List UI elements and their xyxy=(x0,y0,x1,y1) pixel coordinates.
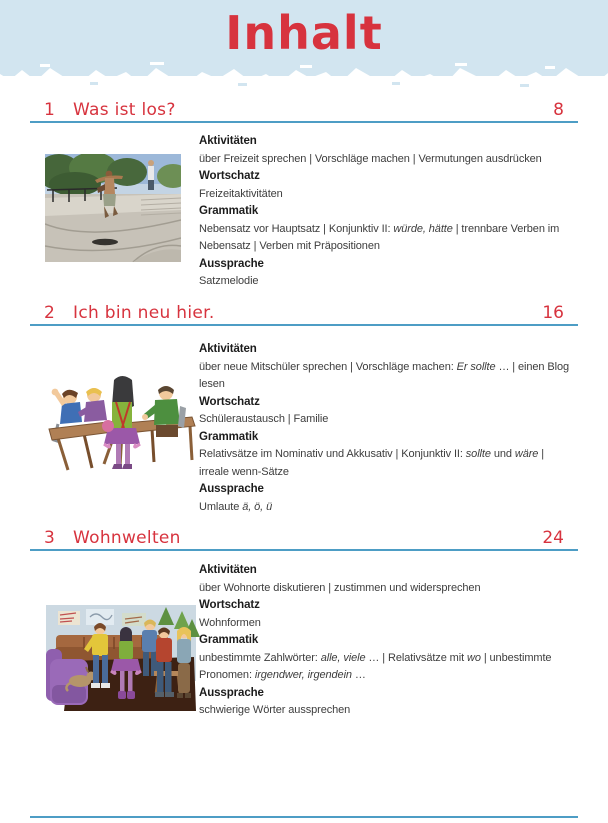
detail-text: Umlaute ä, ö, ü xyxy=(199,500,273,513)
detail-text: Schüleraustausch | Familie xyxy=(199,413,329,425)
detail-text: unbestimmte Zahlwörter: alle, viele … | Relativsätze mit wo | unbestimmte Pronomen: irgendwer, irgendein … xyxy=(199,651,552,681)
section1-page-number[interactable]: 8 xyxy=(553,100,564,120)
section1-details xyxy=(199,133,575,291)
section3-page-number[interactable]: 24 xyxy=(542,528,564,548)
detail-text: über Wohnorte diskutieren | zustimmen und widersprechen xyxy=(199,581,481,594)
skateboard-shadow xyxy=(92,239,118,245)
section3-details xyxy=(199,562,575,720)
detail-label: Aktivitäten xyxy=(199,564,257,576)
section2-title[interactable]: Ich bin neu hier. xyxy=(73,303,215,323)
detail-label: Grammatik xyxy=(199,634,259,646)
section1-number: 1 xyxy=(44,100,55,120)
detail-label: Aussprache xyxy=(199,483,264,495)
detail-label: Aktivitäten xyxy=(199,135,257,147)
student-boy-blonde xyxy=(78,388,107,422)
section1-rule xyxy=(30,121,578,123)
detail-label: Grammatik xyxy=(199,430,259,443)
section2-page-number[interactable]: 16 xyxy=(542,303,564,323)
detail-label: Wortschatz xyxy=(199,599,260,611)
section2-details xyxy=(199,341,575,516)
section2-number: 2 xyxy=(44,303,55,323)
section3-title[interactable]: Wohnwelten xyxy=(73,528,181,548)
detail-label: Wortschatz xyxy=(199,170,260,182)
detail-text: Relativsätze im Nominativ und Akkusativ | Konjunktiv II: sollte und wäre | irreale wenn-Sätze xyxy=(199,448,545,478)
girl-blonde xyxy=(177,627,191,698)
detail-label: Grammatik xyxy=(199,205,259,217)
page-title: Inhalt xyxy=(225,6,383,60)
detail-label: Aussprache xyxy=(199,257,264,270)
detail-text: über neue Mitschüler sprechen | Vorschläge machen: Er sollte … | einen Blog lesen xyxy=(199,360,569,390)
section2-rule xyxy=(30,324,578,326)
classroom-illustration xyxy=(44,362,198,480)
detail-label: Aussprache xyxy=(199,686,264,699)
background-person xyxy=(148,160,154,190)
detail-text: schwierige Wörter aussprechen xyxy=(199,704,351,716)
skatepark-photo xyxy=(45,154,181,262)
detail-text: Freizeitaktivitäten xyxy=(199,187,283,200)
footer-rule xyxy=(30,816,578,818)
section1-title[interactable]: Was ist los? xyxy=(73,100,176,120)
detail-text: Wohnformen xyxy=(199,616,261,629)
detail-label: Wortschatz xyxy=(199,395,260,408)
detail-text: Nebensatz vor Hauptsatz | Konjunktiv II: würde, hätte | trennbare Verben im Nebensatz | Verben mit Präpositionen xyxy=(199,222,560,252)
detail-text: über Freizeit sprechen | Vorschläge machen | Vermutungen ausdrücken xyxy=(199,152,542,165)
section3-number: 3 xyxy=(44,528,55,548)
detail-text: Satzmelodie xyxy=(199,275,259,287)
torn-paper-edge xyxy=(0,58,608,92)
section3-rule xyxy=(30,549,578,551)
living-room-illustration xyxy=(42,597,200,721)
detail-label: Aktivitäten xyxy=(199,343,257,355)
